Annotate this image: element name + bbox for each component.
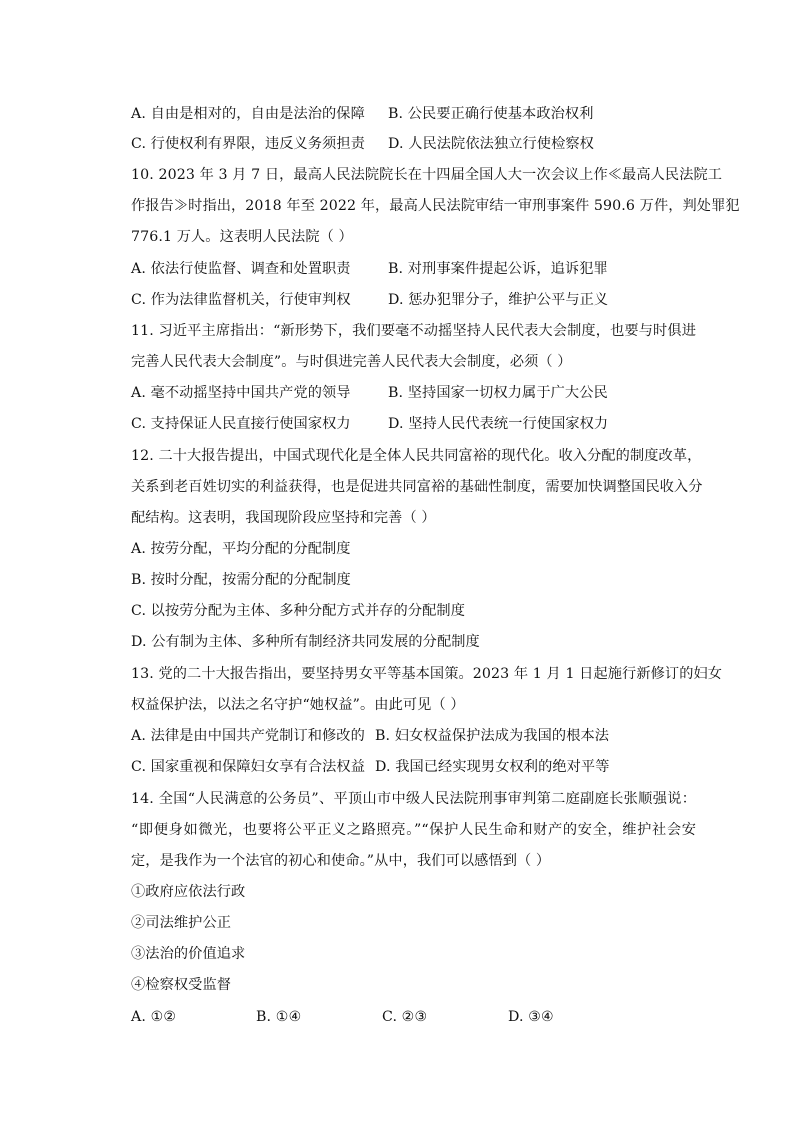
q11-option-a[interactable]: A. 毫不动摇坚持中国共产党的领导 [131,385,351,401]
q9-option-b[interactable]: B. 公民要正确行使基本政治权利 [388,106,594,122]
q10-stem-line-2: 作报告≫时指出，2018 年至 2022 年，最高人民法院审结一审刑事案件 590.6 万件，判处罪犯 [131,198,740,214]
q14-statement-2: ②司法维护公正 [131,915,232,931]
q10-stem-line-1: 10. 2023 年 3 月 7 日，最高人民法院院长在十四届全国人大一次会议上作≪最高人民法院工 [131,167,723,183]
q11-option-c[interactable]: C. 支持保证人民直接行使国家权力 [131,416,351,432]
q12-stem-line-2: 关系到老百姓切实的利益获得，也是促进共同富裕的基础性制度，需要加快调整国民收入分 [131,479,703,495]
q10-option-c[interactable]: C. 作为法律监督机关，行使审判权 [131,292,351,308]
q14-option-b[interactable]: B. ①④ [256,1009,302,1025]
q12-option-b[interactable]: B. 按时分配，按需分配的分配制度 [131,572,351,588]
q10-option-d[interactable]: D. 惩办犯罪分子，维护公平与正义 [388,292,609,308]
q12-option-c[interactable]: C. 以按劳分配为主体、多种分配方式并存的分配制度 [131,603,465,619]
q11-stem-line-1: 11. 习近平主席指出：“新形势下，我们要毫不动摇坚持人民代表大会制度，也要与时俱进 [131,323,696,339]
q9-option-d[interactable]: D. 人民法院依法独立行使检察权 [388,136,594,152]
q13-option-b[interactable]: B. 妇女权益保护法成为我国的根本法 [375,728,610,744]
q10-stem-line-3: 776.1 万人。这表明人民法院（ ） [131,229,353,245]
q12-option-a[interactable]: A. 按劳分配，平均分配的分配制度 [131,541,351,557]
q14-option-c[interactable]: C. ②③ [382,1009,428,1025]
q14-statement-4: ④检察权受监督 [131,977,232,993]
q14-stem-line-2: “即便身如微光，也要将公平正义之路照亮。”“保护人民生命和财产的安全，维护社会安 [131,822,696,838]
q14-option-d[interactable]: D. ③④ [508,1009,554,1025]
q11-option-d[interactable]: D. 坚持人民代表统一行使国家权力 [388,416,609,432]
q14-statement-3: ③法治的价值追求 [131,946,246,962]
q12-option-d[interactable]: D. 公有制为主体、多种所有制经济共同发展的分配制度 [131,634,480,650]
q10-option-b[interactable]: B. 对刑事案件提起公诉，追诉犯罪 [388,261,608,277]
q13-option-d[interactable]: D. 我国已经实现男女权利的绝对平等 [375,759,610,775]
q12-stem-line-1: 12. 二十大报告提出，中国式现代化是全体人民共同富裕的现代化。收入分配的制度改革， [131,448,702,464]
q11-stem-line-2: 完善人民代表大会制度”。与时俱进完善人民代表大会制度，必须（ ） [131,354,572,370]
q10-option-a[interactable]: A. 依法行使监督、调查和处置职责 [131,261,351,277]
q12-stem-line-3: 配结构。这表明，我国现阶段应坚持和完善（ ） [131,510,436,526]
q9-option-a[interactable]: A. 自由是相对的，自由是法治的保障 [131,106,365,122]
q14-option-a[interactable]: A. ①② [131,1009,177,1025]
q11-option-b[interactable]: B. 坚持国家一切权力属于广大公民 [388,385,608,401]
q14-stem-line-3: 定，是我作为一个法官的初心和使命。”从中，我们可以感悟到（ ） [131,853,551,869]
q13-stem-line-1: 13. 党的二十大报告指出，要坚持男女平等基本国策。2023 年 1 月 1 日起施行新修订的妇女 [131,666,723,682]
q9-option-c[interactable]: C. 行使权利有界限，违反义务须担责 [131,136,365,152]
q14-stem-line-1: 14. 全国“人民满意的公务员”、平顶山市中级人民法院刑事审判第二庭副庭长张顺强说： [131,791,696,807]
q14-statement-1: ①政府应依法行政 [131,884,246,900]
q13-stem-line-2: 权益保护法，以法之名守护“她权益”。由此可见（ ） [131,697,465,713]
q13-option-c[interactable]: C. 国家重视和保障妇女享有合法权益 [131,759,365,775]
q13-option-a[interactable]: A. 法律是由中国共产党制订和修改的 [131,728,365,744]
